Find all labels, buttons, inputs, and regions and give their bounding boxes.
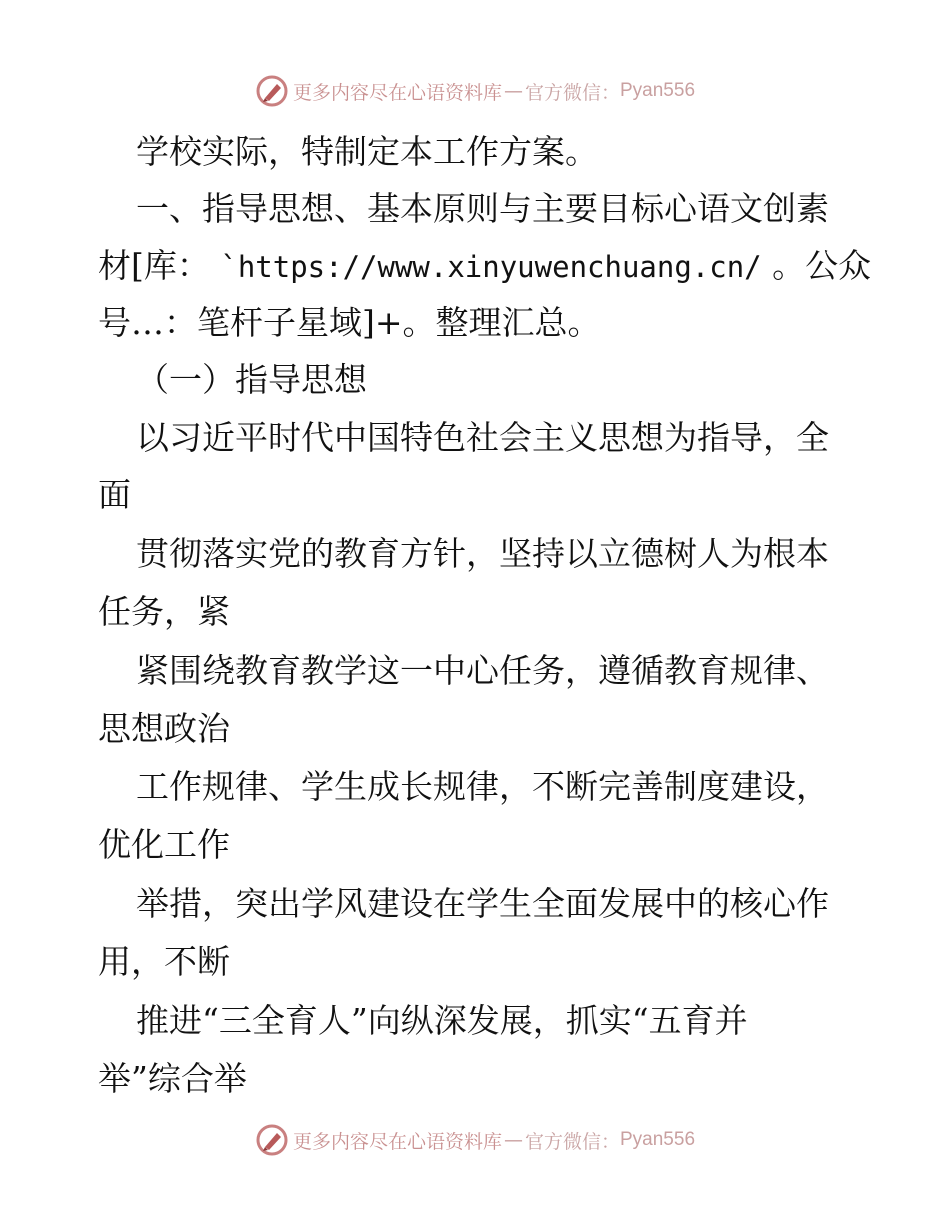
watermark-site-text: 更多内容尽在心语资料库 bbox=[292, 81, 502, 104]
text-line: 号…：笔杆子星域]+。整理汇总。 bbox=[98, 303, 601, 342]
header-watermark bbox=[0, 71, 950, 111]
text-line: 任务，紧 bbox=[98, 592, 230, 631]
text-line: 思想政治 bbox=[98, 709, 230, 748]
watermark-dash: — bbox=[503, 80, 523, 102]
text-fragment: 。公众 bbox=[772, 246, 872, 285]
text-fragment: 材[库： bbox=[98, 246, 210, 285]
text-line: 推进“三全育人”向纵深发展，抓实“五育并 bbox=[136, 1001, 748, 1040]
watermark-dash: — bbox=[503, 1129, 523, 1151]
watermark-wechat-label: 官方微信： bbox=[524, 81, 620, 104]
watermark-wechat-label: 官方微信： bbox=[524, 1130, 620, 1153]
text-line: 用，不断 bbox=[98, 942, 230, 981]
text-line: 紧围绕教育教学这一中心任务，遵循教育规律、 bbox=[136, 651, 829, 690]
watermark-site-text: 更多内容尽在心语资料库 bbox=[292, 1130, 502, 1153]
watermark-wechat-id: Pyan556 bbox=[620, 80, 696, 101]
text-line: 举”综合举 bbox=[98, 1059, 247, 1098]
text-line: 面 bbox=[98, 475, 131, 514]
url-text: `https://www.xinyuwenchuang.cn/ bbox=[220, 250, 762, 284]
text-line: 优化工作 bbox=[98, 825, 230, 864]
text-line: 贯彻落实党的教育方针，坚持以立德树人为根本 bbox=[136, 534, 829, 573]
pen-nib-logo-icon bbox=[255, 1123, 289, 1157]
pen-nib-logo-icon bbox=[255, 74, 289, 108]
section-heading: （一）指导思想 bbox=[136, 360, 367, 399]
text-line: 举措，突出学风建设在学生全面发展中的核心作 bbox=[136, 884, 829, 923]
text-line: 学校实际，特制定本工作方案。 bbox=[136, 132, 598, 171]
footer-watermark bbox=[0, 1120, 950, 1160]
text-line: 以习近平时代中国特色社会主义思想为指导，全 bbox=[136, 418, 829, 457]
text-line: 工作规律、学生成长规律，不断完善制度建设， bbox=[136, 767, 829, 806]
watermark-wechat-id: Pyan556 bbox=[620, 1129, 696, 1150]
text-line bbox=[98, 244, 871, 288]
text-line: 一、指导思想、基本原则与主要目标心语文创素 bbox=[136, 189, 829, 228]
